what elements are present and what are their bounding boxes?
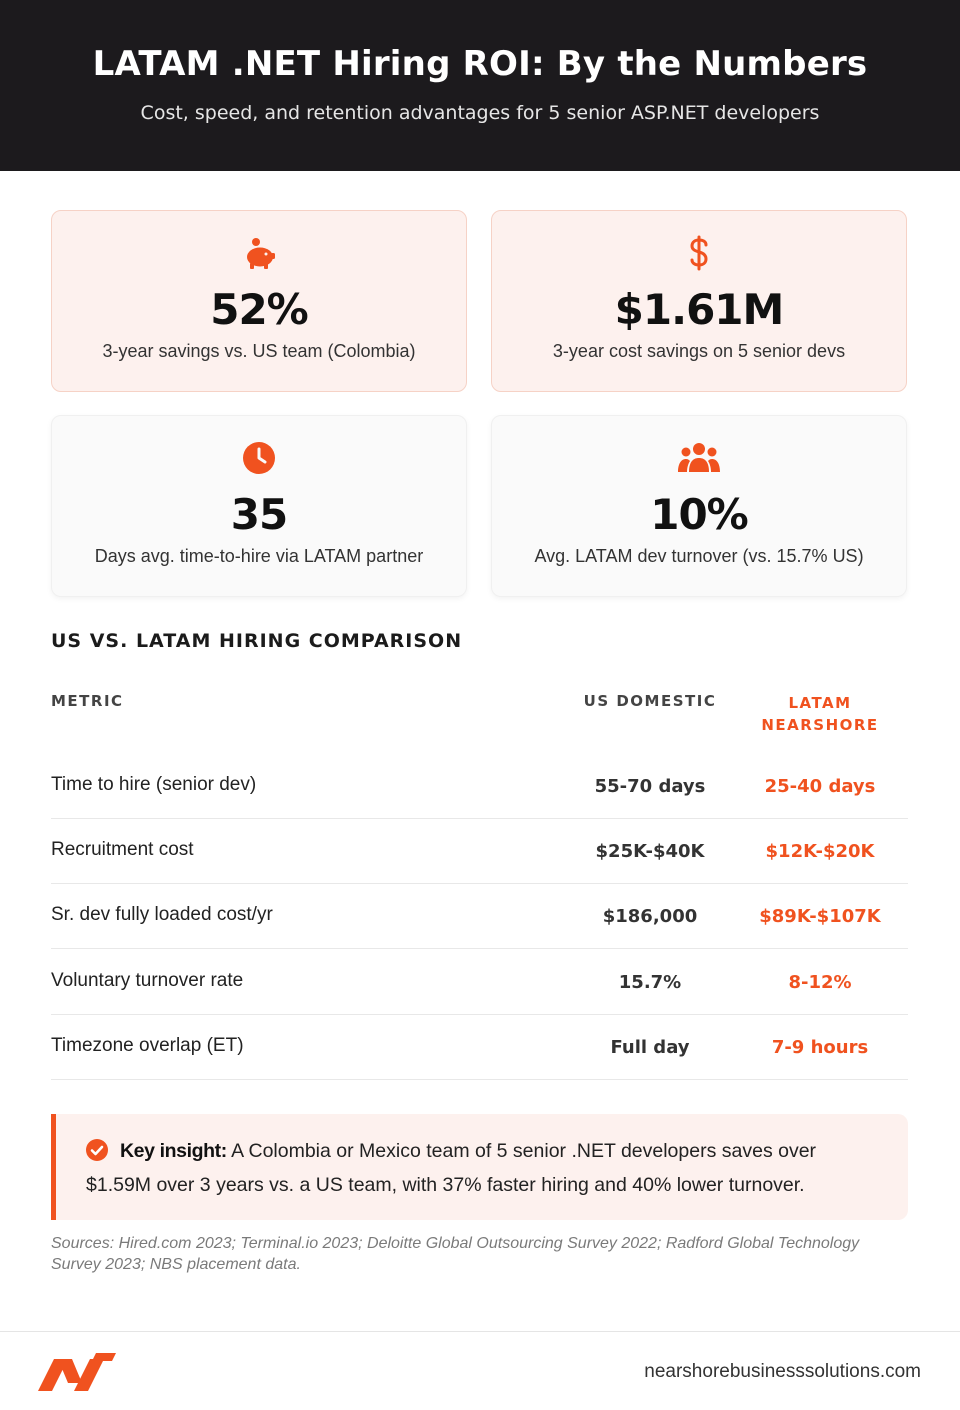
stat-card-time-to-hire (51, 415, 467, 597)
row-us-value: 55-70 days (594, 776, 706, 797)
column-header-latam-line2: NEARSHORE (761, 716, 879, 734)
page-subtitle: Cost, speed, and retention advantages for 5 senior ASP.NET developers (140, 102, 820, 124)
stat-value: 52% (210, 285, 308, 334)
table-row (51, 950, 908, 1015)
footer (0, 1331, 960, 1410)
table-row (51, 754, 908, 819)
column-header-metric: METRIC (51, 692, 124, 710)
row-latam-value: $89K-$107K (759, 906, 881, 927)
piggy-bank-icon (52, 235, 466, 271)
clock-icon (52, 440, 466, 476)
row-latam-value: $12K-$20K (765, 841, 875, 862)
row-metric: Time to hire (senior dev) (51, 774, 257, 795)
stat-label: Avg. LATAM dev turnover (vs. 15.7% US) (534, 546, 864, 566)
stat-card-savings-amount (491, 210, 907, 392)
row-us-value: 15.7% (618, 972, 682, 993)
row-metric: Sr. dev fully loaded cost/yr (51, 904, 273, 925)
table-row (51, 1015, 908, 1080)
page-title: LATAM .NET Hiring ROI: By the Numbers (92, 44, 868, 84)
brand-logo (38, 1351, 116, 1396)
row-us-value: $186,000 (602, 906, 698, 927)
row-latam-value: 7-9 hours (771, 1037, 869, 1058)
stat-label: Days avg. time-to-hire via LATAM partner (94, 546, 424, 566)
column-header-latam (743, 692, 897, 736)
dollar-icon (492, 235, 906, 271)
check-circle-icon (86, 1139, 108, 1170)
row-metric: Voluntary turnover rate (51, 970, 244, 991)
key-insight-callout (51, 1114, 908, 1220)
row-us-value: Full day (610, 1037, 690, 1058)
row-us-value: $25K-$40K (595, 841, 705, 862)
stat-value: 35 (230, 490, 288, 539)
row-latam-value: 25-40 days (764, 776, 876, 797)
comparison-title: US VS. LATAM HIRING COMPARISON (51, 630, 463, 652)
row-metric: Timezone overlap (ET) (51, 1035, 244, 1056)
stat-label: 3-year savings vs. US team (Colombia) (102, 341, 416, 361)
row-metric: Recruitment cost (51, 839, 194, 860)
stat-value: $1.61M (614, 285, 784, 334)
sources-note: Sources: Hired.com 2023; Terminal.io 2023; Deloitte Global Outsourcing Survey 2022; Radford Global Technology Survey 2023; NBS placement data. (51, 1235, 860, 1273)
column-header-latam-line1: LATAM (788, 694, 852, 712)
insight-text: A Colombia or Mexico team of 5 senior .NET developers saves over $1.59M over 3 years vs. a US team, with 37% faster hiring and 40% lower turnover. (86, 1140, 817, 1196)
row-latam-value: 8-12% (788, 972, 852, 993)
table-row (51, 819, 908, 884)
team-icon (492, 440, 906, 476)
stat-card-turnover (491, 415, 907, 597)
insight-lead: Key insight: (120, 1140, 227, 1162)
column-header-us: US DOMESTIC (583, 692, 717, 710)
header-banner (0, 0, 960, 171)
table-row (51, 884, 908, 949)
stat-card-savings-percent (51, 210, 467, 392)
stat-label: 3-year cost savings on 5 senior devs (552, 341, 846, 361)
footer-website-link[interactable]: nearshorebusinesssolutions.com (644, 1361, 921, 1382)
stat-value: 10% (650, 490, 748, 539)
